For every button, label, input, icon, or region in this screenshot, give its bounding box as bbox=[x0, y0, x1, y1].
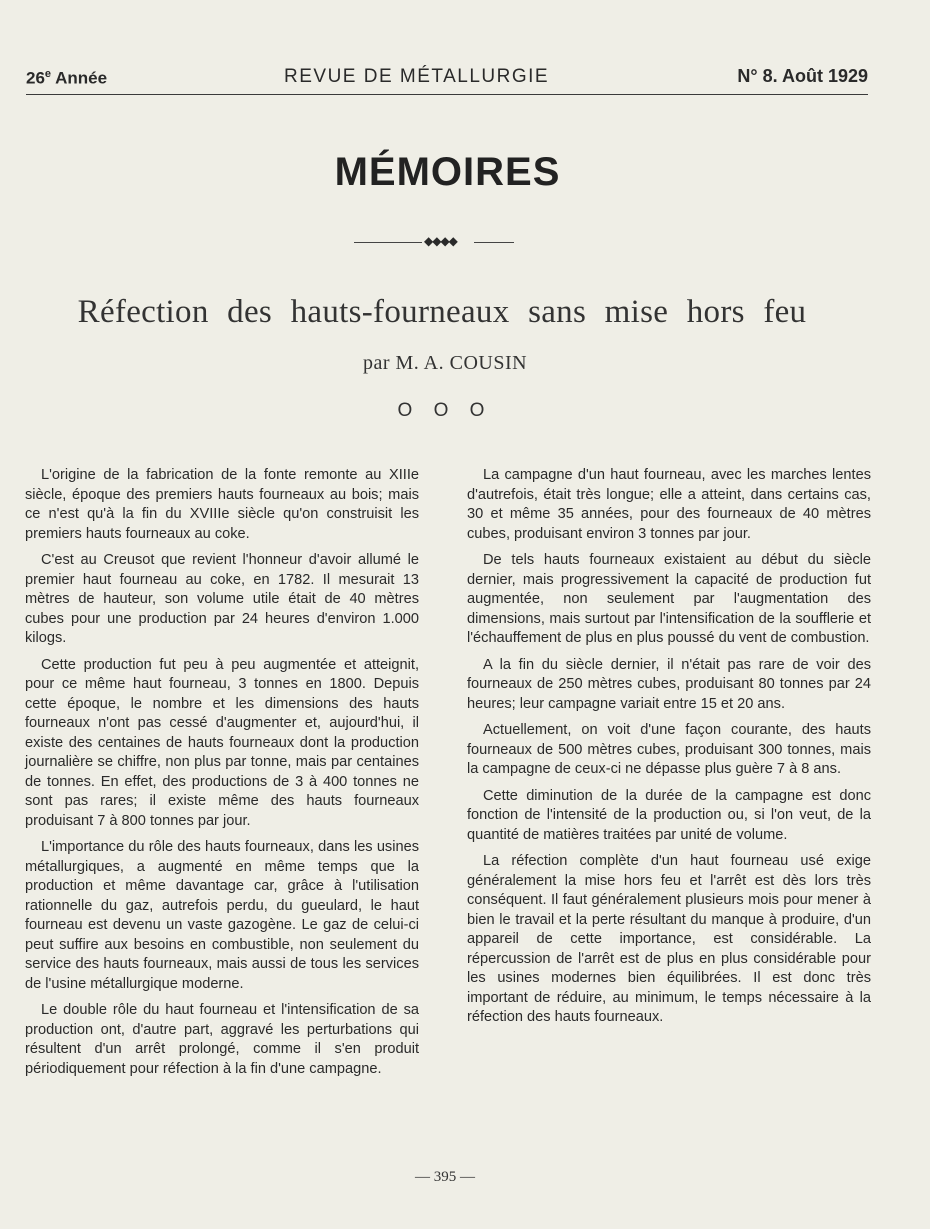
page-number: — 395 — bbox=[415, 1169, 475, 1185]
paragraph: Cette diminution de la durée de la campagne est donc fonction de l'intensité de la production ou, si l'on veut, de la quantité de matières traitées par unité de volume. bbox=[467, 787, 871, 843]
diamond-ornament-icon: ◆◆◆◆ bbox=[424, 234, 457, 248]
ornament-line-right bbox=[474, 242, 514, 243]
header-rule bbox=[26, 94, 868, 95]
paragraph: La campagne d'un haut fourneau, avec les marches lentes d'autrefois, était très longue; elle a atteint, dans certains cas, 30 et même 35 années, pour des fourneaux de 40 mètres cubes, produisant environ 3 tonnes par jour. bbox=[467, 467, 871, 542]
journal-name: REVUE DE MÉTALLURGIE bbox=[284, 66, 550, 87]
paragraph: L'origine de la fabrication de la fonte remonte au XIIIe siècle, époque des premiers hauts fourneaux au bois; mais ce n'est qu'à la fin du XVIIIe siècle qu'on construisit les premiers hauts fourneaux au coke. bbox=[25, 467, 419, 542]
left-column bbox=[25, 466, 419, 1086]
title-ornament bbox=[354, 234, 514, 250]
paragraph: A la fin du siècle dernier, il n'était pas rare de voir des fourneaux de 250 mètres cubes, produisant 80 tonnes par 24 heures; leur campagne variait entre 15 et 20 ans. bbox=[467, 656, 871, 712]
circle-ornament: O O O bbox=[397, 400, 493, 421]
paragraph: La réfection complète d'un haut fourneau usé exige généralement la mise hors feu et l'arrêt est dès lors très conséquent. Il faut généralement plusieurs mois pour mener à bien le travail et la perte résultant du manque à produire, d'un appareil de cette importance, est considérable. La répercussion de l'arrêt est de plus en plus considérable pour les usines modernes bien équilibrées. Il est donc très important de réduire, au minimum, le temps nécessaire à la réfection des hauts fourneaux. bbox=[467, 853, 871, 1025]
section-title: MÉMOIRES bbox=[334, 150, 561, 194]
paragraph: L'importance du rôle des hauts fourneaux, dans les usines métallurgiques, a augmenté en même temps que la production et même davantage car, grâce à l'utilisation rationnelle du gaz, autrefois perdu, du gueulard, le haut fourneau est devenu un vaste gazogène. Le gaz de celui-ci peut suffire aux besoins en combustible, non seulement du service des hauts fourneaux, mais aussi de tous les services de l'usine métallurgique moderne. bbox=[25, 839, 419, 992]
paragraph: Actuellement, on voit d'une façon courante, des hauts fourneaux de 500 mètres cubes, produisant 300 tonnes, mais la campagne de ceux-ci ne dépasse plus guère 7 à 8 ans. bbox=[467, 722, 871, 777]
volume-year: 26e Année bbox=[26, 68, 108, 88]
paragraph: Le double rôle du haut fourneau et l'intensification de sa production ont, d'autre part, aggravé les perturbations qui résultent d'un arrêt prolongé, comme il s'en produit périodiquement pour réfection à la fin d'une campagne. bbox=[25, 1002, 419, 1077]
ornament-line-left bbox=[354, 242, 422, 243]
running-head bbox=[26, 64, 868, 92]
paragraph: De tels hauts fourneaux existaient au début du siècle dernier, mais progressivement la capacité de production fut augmentée, non seulement par l'augmentation des dimensions, mais surtout par l'intensification de la soufflerie et l'échauffement de plus en plus poussé du vent de combustion. bbox=[467, 552, 871, 646]
issue-date: N° 8. Août 1929 bbox=[737, 66, 868, 86]
right-column bbox=[467, 466, 871, 1035]
author-byline: par M. A. COUSIN bbox=[362, 352, 528, 374]
article-title: Réfection des hauts-fourneaux sans mise hors feu bbox=[77, 294, 807, 330]
paragraph: C'est au Creusot que revient l'honneur d'avoir allumé le premier haut fourneau au coke, en 1782. Il mesurait 13 mètres de hauteur, son volume utile était de 40 mètres cubes pour une production par 24 heures d'environ 1.000 kilogs. bbox=[25, 552, 419, 646]
paragraph: Cette production fut peu à peu augmentée et atteignit, pour ce même haut fourneau, 3 tonnes en 1800. Depuis cette époque, le nombre et les dimensions des hauts fourneaux n'ont pas cessé d'augmenter et, aujourd'hui, il existe des centaines de hauts fourneaux dont la production journalière se chiffre, non plus par tonne, mais par centaines de tonnes. En effet, des productions de 3 à 400 tonnes ne sont pas rares; il existe même des hauts fourneaux produisant 7 à 800 tonnes par jour. bbox=[25, 656, 419, 829]
